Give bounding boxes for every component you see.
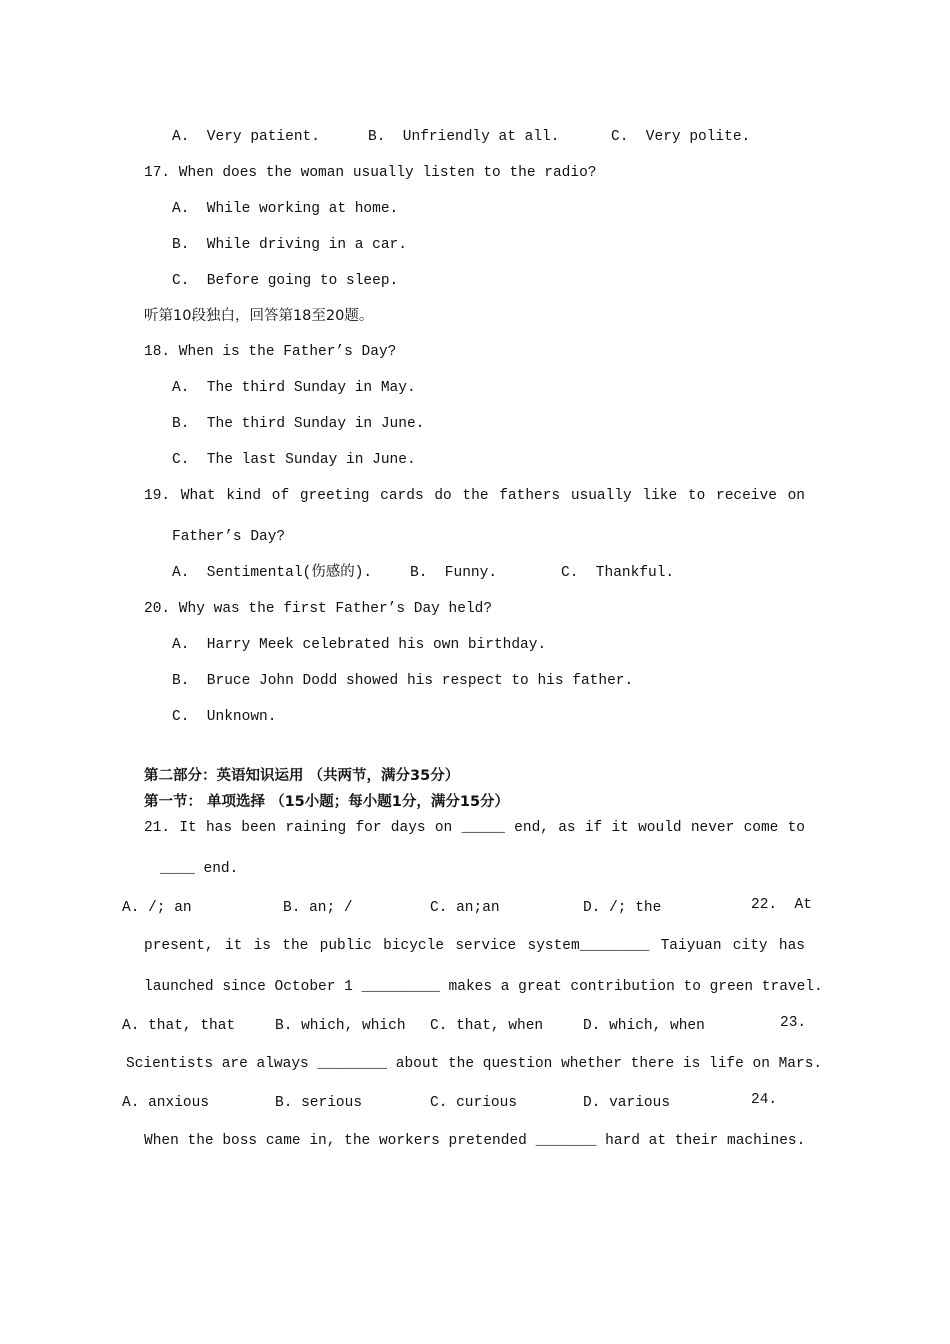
q24-line1: When the boss came in, the workers pretended _______ hard at their machines. bbox=[144, 1133, 806, 1149]
q19-option-a: A. Sentimental(伤感的). bbox=[172, 565, 373, 581]
q21-option-c: C. an;an bbox=[430, 900, 500, 916]
q22-line1: present, it is the public bicycle service system________ Taiyuan city has bbox=[144, 938, 805, 954]
q21-line1: 21. It has been raining for days on _____ end, as if it would never come to bbox=[144, 820, 805, 836]
part2-subheading: 第一节： 单项选择 （15小题；每小题1分，满分15分） bbox=[144, 794, 510, 810]
q18-question: 18. When is the Father’s Day? bbox=[144, 344, 397, 360]
q22-option-d: D. which, when bbox=[583, 1018, 705, 1034]
q21-option-a: A. /; an bbox=[122, 900, 192, 916]
q19-question-line2: Father’s Day? bbox=[172, 529, 286, 545]
q20-question: 20. Why was the first Father’s Day held? bbox=[144, 601, 493, 617]
q20-option-b: B. Bruce John Dodd showed his respect to his father. bbox=[172, 673, 634, 689]
q21-line2: ____ end. bbox=[160, 861, 239, 877]
section-note: 听第10段独白，回答第18至20题。 bbox=[144, 308, 374, 324]
q16-option-a: A. Very patient. bbox=[172, 129, 320, 145]
q22-number: 22. At bbox=[751, 897, 812, 913]
q23-option-d: D. various bbox=[583, 1095, 671, 1111]
q16-option-c: C. Very polite. bbox=[611, 129, 751, 145]
q21-option-d: D. /; the bbox=[583, 900, 662, 916]
q23-line1: Scientists are always ________ about the question whether there is life on Mars. bbox=[126, 1056, 823, 1072]
q22-option-b: B. which, which bbox=[275, 1018, 406, 1034]
q23-option-b: B. serious bbox=[275, 1095, 363, 1111]
q17-option-c: C. Before going to sleep. bbox=[172, 273, 399, 289]
q18-option-c: C. The last Sunday in June. bbox=[172, 452, 416, 468]
q23-option-a: A. anxious bbox=[122, 1095, 210, 1111]
q18-option-a: A. The third Sunday in May. bbox=[172, 380, 416, 396]
q17-option-b: B. While driving in a car. bbox=[172, 237, 407, 253]
q18-option-b: B. The third Sunday in June. bbox=[172, 416, 425, 432]
q16-option-b: B. Unfriendly at all. bbox=[368, 129, 560, 145]
q22-option-c: C. that, when bbox=[430, 1018, 544, 1034]
q21-option-b: B. an; / bbox=[283, 900, 353, 916]
q19-question-line1: 19. What kind of greeting cards do the fathers usually like to receive on bbox=[144, 488, 805, 504]
q17-option-a: A. While working at home. bbox=[172, 201, 399, 217]
q20-option-a: A. Harry Meek celebrated his own birthday. bbox=[172, 637, 547, 653]
q22-line2: launched since October 1 _________ makes a great contribution to green travel. bbox=[144, 979, 823, 995]
q23-number: 23. bbox=[780, 1015, 807, 1031]
q24-number: 24. bbox=[751, 1092, 778, 1108]
q19-option-c: C. Thankful. bbox=[561, 565, 675, 581]
q22-option-a: A. that, that bbox=[122, 1018, 236, 1034]
q20-option-c: C. Unknown. bbox=[172, 709, 277, 725]
q23-option-c: C. curious bbox=[430, 1095, 518, 1111]
q17-question: 17. When does the woman usually listen to the radio? bbox=[144, 165, 597, 181]
q19-option-b: B. Funny. bbox=[410, 565, 498, 581]
part2-heading: 第二部分：英语知识运用 （共两节，满分35分） bbox=[144, 768, 460, 784]
